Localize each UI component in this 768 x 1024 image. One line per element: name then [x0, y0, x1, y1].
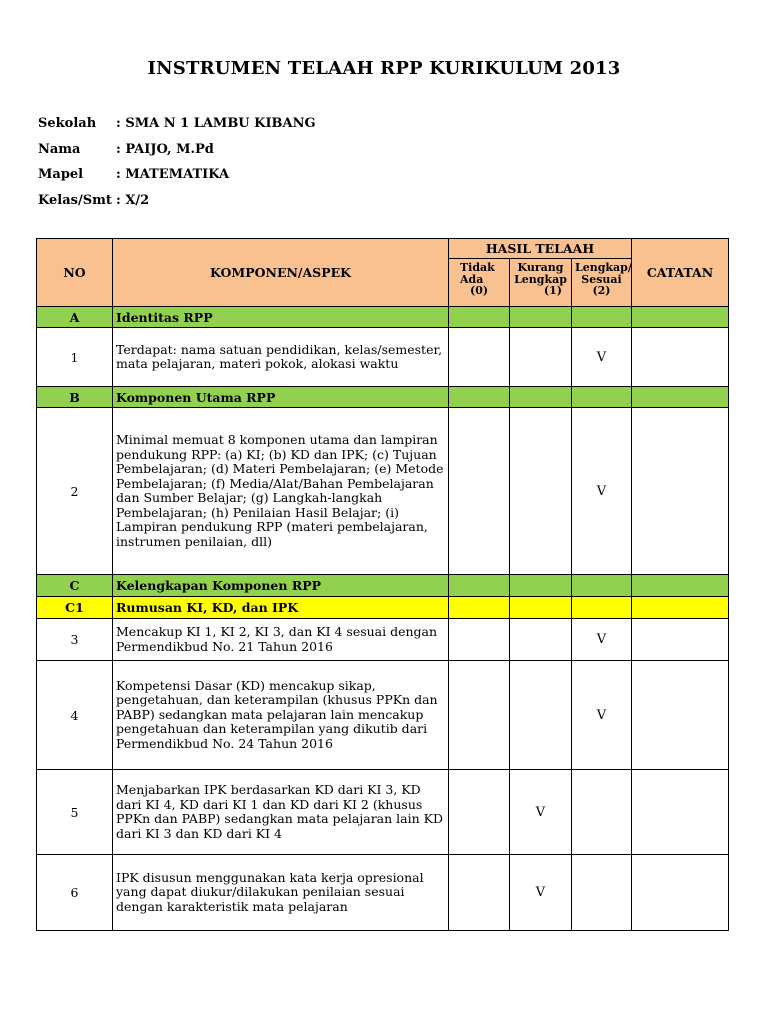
- cell-catatan: [632, 328, 729, 387]
- info-label: Kelas/Smt: [38, 192, 112, 208]
- row-no: C: [37, 575, 113, 597]
- cell-tidak-ada: [449, 575, 510, 597]
- info-value: : MATEMATIKA: [116, 167, 230, 182]
- cell-lengkap: [572, 597, 632, 619]
- row-no: 4: [37, 661, 113, 770]
- cell-tidak-ada: [449, 770, 510, 855]
- info-value: : X/2: [116, 192, 150, 208]
- info-row-mapel: [38, 167, 316, 193]
- header-tidak-ada-label: Tidak Ada: [460, 261, 495, 286]
- info-value: : PAIJO, M.Pd: [116, 141, 214, 157]
- review-table: [36, 238, 729, 931]
- cell-catatan: [632, 855, 729, 931]
- table-header-row: [37, 239, 729, 259]
- section-row: [37, 387, 729, 408]
- cell-kurang-mark: V: [510, 855, 572, 931]
- row-no: 5: [37, 770, 113, 855]
- table-row: [37, 328, 729, 387]
- table-row: [37, 855, 729, 931]
- cell-tidak-ada: [449, 661, 510, 770]
- document-title: INSTRUMEN TELAAH RPP KURIKULUM 2013: [147, 58, 621, 79]
- row-aspect-text: Mencakup KI 1, KI 2, KI 3, dan KI 4 sesuai dengan Permendikbud No. 21 Tahun 2016: [113, 619, 449, 661]
- cell-kurang-mark: V: [510, 770, 572, 855]
- cell-kurang: [510, 575, 572, 597]
- header-catatan: CATATAN: [632, 239, 729, 307]
- info-label: Nama: [38, 141, 81, 157]
- header-lengkap-label: Lengkap/ Sesuai: [575, 261, 632, 286]
- cell-lengkap-mark: V: [572, 619, 632, 661]
- cell-tidak-ada: [449, 387, 510, 408]
- section-title: Komponen Utama RPP: [113, 387, 449, 408]
- header-tidak-ada-score: (0): [470, 284, 489, 297]
- cell-tidak-ada: [449, 619, 510, 661]
- cell-tidak-ada: [449, 307, 510, 328]
- row-aspect-text: Terdapat: nama satuan pendidikan, kelas/semester, mata pelajaran, materi pokok, alokasi waktu: [113, 328, 449, 387]
- header-kurang: [510, 259, 572, 307]
- table-row: [37, 661, 729, 770]
- section-title: Identitas RPP: [113, 307, 449, 328]
- cell-catatan: [632, 387, 729, 408]
- cell-catatan: [632, 770, 729, 855]
- cell-catatan: [632, 307, 729, 328]
- header-kurang-label: Kurang Lengkap: [514, 261, 567, 286]
- section-title: Kelengkapan Komponen RPP: [113, 575, 449, 597]
- header-aspect: KOMPONEN/ASPEK: [113, 239, 449, 307]
- cell-catatan: [632, 661, 729, 770]
- cell-tidak-ada: [449, 328, 510, 387]
- cell-kurang: [510, 328, 572, 387]
- cell-catatan: [632, 619, 729, 661]
- cell-lengkap: [572, 387, 632, 408]
- cell-lengkap: [572, 575, 632, 597]
- cell-tidak-ada: [449, 408, 510, 575]
- cell-lengkap-mark: V: [572, 661, 632, 770]
- info-row-sekolah: [38, 116, 316, 142]
- table-row: [37, 408, 729, 575]
- info-row-kelas: [38, 193, 316, 219]
- cell-lengkap-mark: V: [572, 328, 632, 387]
- section-row: [37, 575, 729, 597]
- cell-lengkap-mark: V: [572, 408, 632, 575]
- header-no: NO: [37, 239, 113, 307]
- row-no: 6: [37, 855, 113, 931]
- row-no: 3: [37, 619, 113, 661]
- cell-kurang: [510, 387, 572, 408]
- cell-lengkap: [572, 855, 632, 931]
- cell-catatan: [632, 597, 729, 619]
- row-no: B: [37, 387, 113, 408]
- subsection-row: [37, 597, 729, 619]
- header-tidak-ada: [449, 259, 510, 307]
- cell-kurang: [510, 597, 572, 619]
- row-aspect-text: Minimal memuat 8 komponen utama dan lampiran pendukung RPP: (a) KI; (b) KD dan IPK; (c) Tujuan Pembelajaran; (d) Materi Pembelajaran; (e) Metode Pembelajaran; (f) Media/Alat/Bahan Pembelajaran dan Sumber Belajar; (g) Langkah-langkah Pembelajaran; (h) Penilaian Hasil Belajar; (i) Lampiran pendukung RPP (materi pembelajaran, instrumen penilaian, dll): [113, 408, 449, 575]
- header-hasil-telaah: HASIL TELAAH: [449, 239, 632, 259]
- header-lengkap: [572, 259, 632, 307]
- cell-catatan: [632, 575, 729, 597]
- cell-catatan: [632, 408, 729, 575]
- info-value: : SMA N 1 LAMBU KIBANG: [116, 116, 316, 131]
- row-no: C1: [37, 597, 113, 619]
- header-kurang-score: (1): [543, 284, 562, 297]
- info-label: Sekolah: [38, 116, 97, 131]
- row-no: 1: [37, 328, 113, 387]
- info-row-nama: [38, 142, 316, 168]
- subsection-title: Rumusan KI, KD, dan IPK: [113, 597, 449, 619]
- table-row: [37, 770, 729, 855]
- row-aspect-text: IPK disusun menggunakan kata kerja opresional yang dapat diukur/dilakukan penilaian sesuai dengan karakteristik mata pelajaran: [113, 855, 449, 931]
- info-label: Mapel: [38, 167, 84, 182]
- cell-tidak-ada: [449, 597, 510, 619]
- cell-tidak-ada: [449, 855, 510, 931]
- row-aspect-text: Kompetensi Dasar (KD) mencakup sikap, pengetahuan, dan keterampilan (khusus PPKn dan PABP) sedangkan mata pelajaran lain mencakup pengetahuan dan keterampilan yang dikutib dari Permendikbud No. 24 Tahun 2016: [113, 661, 449, 770]
- cell-kurang: [510, 307, 572, 328]
- row-no: 2: [37, 408, 113, 575]
- cell-lengkap: [572, 770, 632, 855]
- row-no: A: [37, 307, 113, 328]
- info-block: [38, 116, 316, 218]
- section-row: [37, 307, 729, 328]
- cell-kurang: [510, 661, 572, 770]
- cell-kurang: [510, 408, 572, 575]
- cell-kurang: [510, 619, 572, 661]
- row-aspect-text: Menjabarkan IPK berdasarkan KD dari KI 3, KD dari KI 4, KD dari KI 1 dan KD dari KI 2 (khusus PPKn dan PABP) sedangkan mata pelajaran lain KD dari KI 3 dan KD dari KI 4: [113, 770, 449, 855]
- cell-lengkap: [572, 307, 632, 328]
- header-lengkap-score: (2): [592, 284, 611, 297]
- table-row: [37, 619, 729, 661]
